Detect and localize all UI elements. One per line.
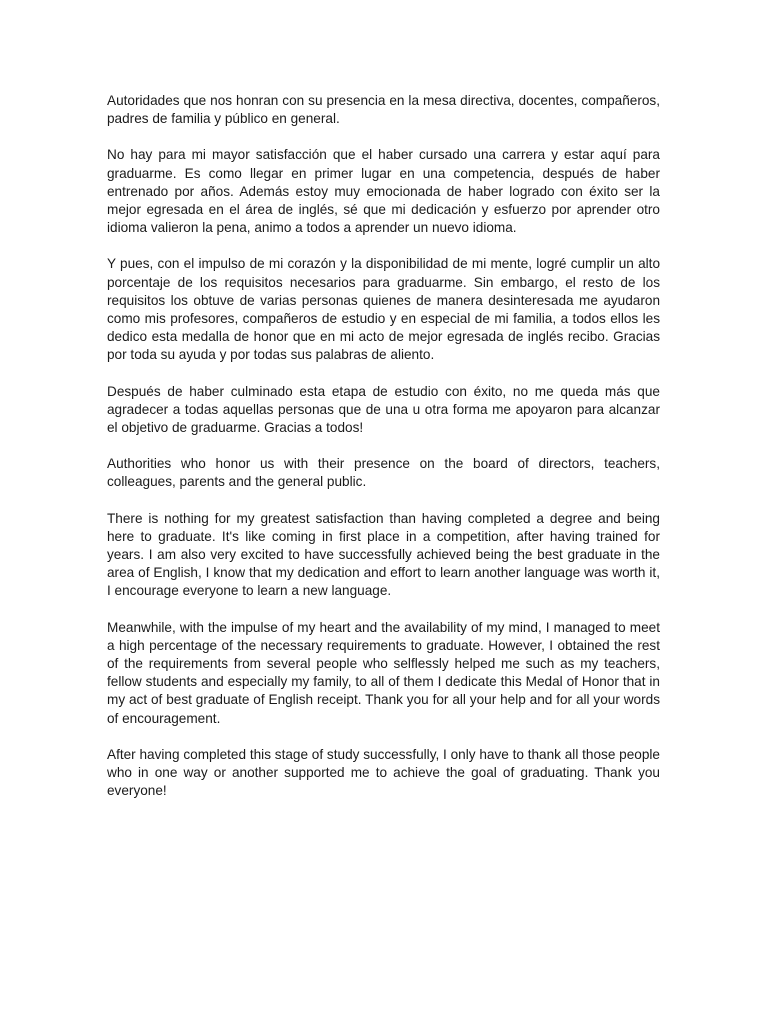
paragraph-requirements-es: Y pues, con el impulso de mi corazón y la disponibilidad de mi mente, logré cumplir un alto porcentaje de los requisitos necesarios para graduarme. Sin embargo, el resto de los requisitos los obtuve de varias personas quienes de manera desinteresada me ayudaron como mis profesores, compañeros de estudio y en especial de mi familia, a todos ellos les dedico esta medalla de honor que en mi acto de mejor egresada de inglés recibo. Gracias por toda su ayuda y por todas sus palabras de aliento. bbox=[107, 256, 660, 363]
paragraph-greeting-en: Authorities who honor us with their presence on the board of directors, teachers, colleagues, parents and the general public. bbox=[107, 456, 660, 490]
paragraph-thanks-es: Después de haber culminado esta etapa de estudio con éxito, no me queda más que agradecer a todas aquellas personas que de una u otra forma me apoyaron para alcanzar el objetivo de graduarme. Gracias a todos! bbox=[107, 383, 660, 436]
document-body bbox=[107, 92, 660, 819]
paragraph-greeting-es: Autoridades que nos honran con su presencia en la mesa directiva, docentes, compañeros, padres de familia y público en general. bbox=[107, 93, 660, 127]
paragraph-requirements-en: Meanwhile, with the impulse of my heart and the availability of my mind, I managed to meet a high percentage of the necessary requirements to graduate. However, I obtained the rest of the requirements from several people who selflessly helped me such as my teachers, fellow students and especially my family, to all of them I dedicate this Medal of Honor that in my act of best graduate of English receipt. Thank you for all your help and for all your words of encouragement. bbox=[107, 619, 660, 726]
paragraph-thanks-en: After having completed this stage of study successfully, I only have to thank all those people who in one way or another supported me to achieve the goal of graduating. Thank you everyone! bbox=[107, 746, 660, 799]
paragraph-satisfaction-en: There is nothing for my greatest satisfaction than having completed a degree and being here to graduate. It's like coming in first place in a competition, after having trained for years. I am also very excited to have successfully achieved being the best graduate in the area of English, I know that my dedication and effort to learn another language was worth it, I encourage everyone to learn a new language. bbox=[107, 510, 660, 599]
paragraph-satisfaction-es: No hay para mi mayor satisfacción que el haber cursado una carrera y estar aquí para graduarme. Es como llegar en primer lugar en una competencia, después de haber entrenado por años. Además estoy muy emocionada de haber logrado con éxito ser la mejor egresada en el área de inglés, sé que mi dedicación y esfuerzo por aprender otro idioma valieron la pena, animo a todos a aprender un nuevo idioma. bbox=[107, 147, 660, 236]
